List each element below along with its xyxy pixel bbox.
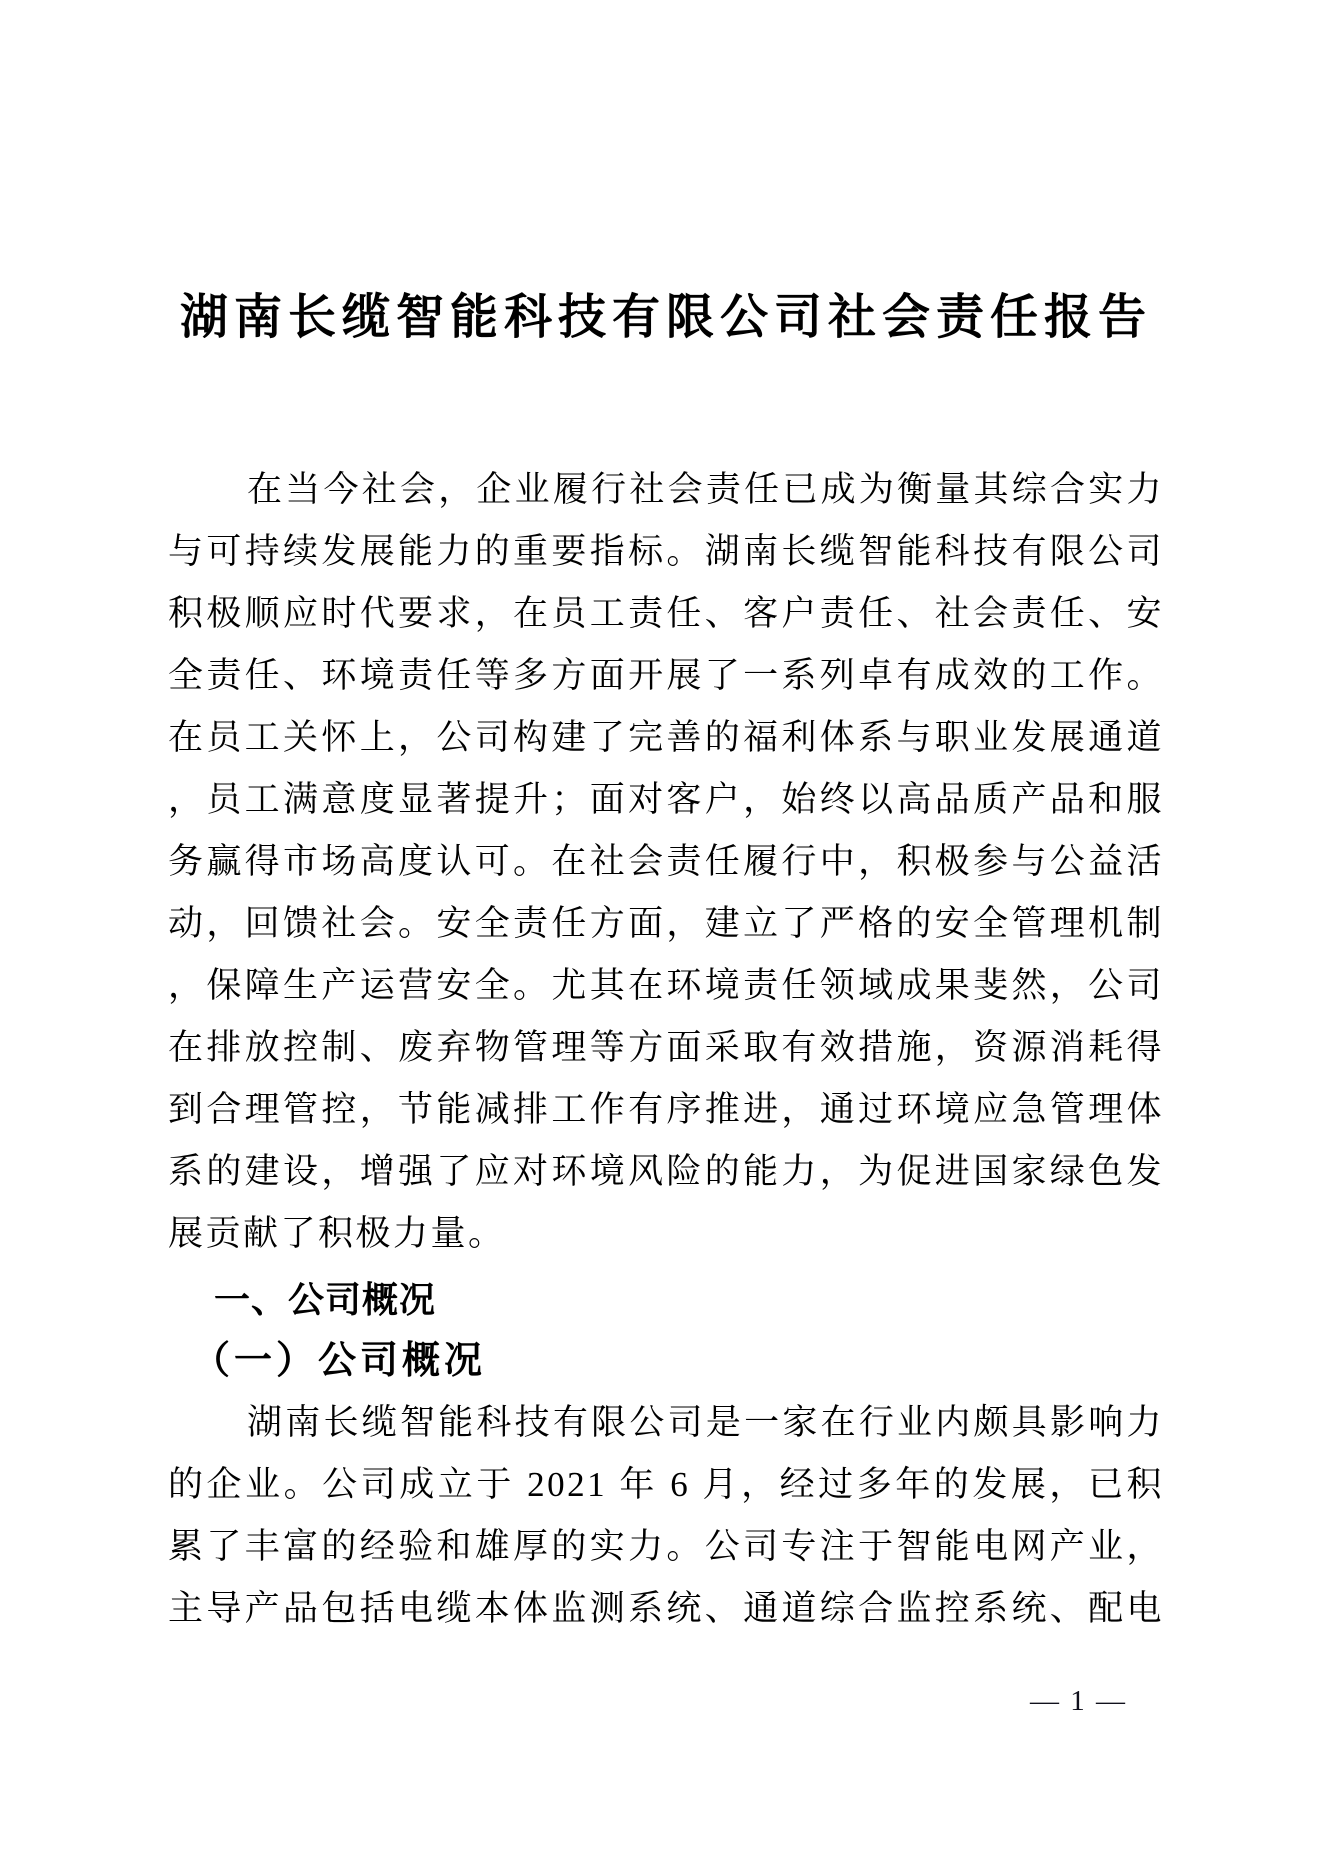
intro-line-8: 动，回馈社会。安全责任方面，建立了严格的安全管理机制	[168, 904, 1164, 943]
page-number: — 1 —	[1030, 1685, 1127, 1717]
overview-line-1: 湖南长缆智能科技有限公司是一家在行业内颇具影响力	[247, 1403, 1164, 1442]
intro-line-5: 在员工关怀上，公司构建了完善的福利体系与职业发展通道	[168, 718, 1164, 757]
intro-line-3: 积极顺应时代要求，在员工责任、客户责任、社会责任、安	[168, 594, 1164, 633]
intro-line-6: ，员工满意度显著提升；面对客户，始终以高品质产品和服	[168, 780, 1164, 819]
overview-line-3: 累了丰富的经验和雄厚的实力。公司专注于智能电网产业，	[168, 1527, 1164, 1566]
section-heading: 一、公司概况	[214, 1280, 437, 1321]
intro-line-7: 务赢得市场高度认可。在社会责任履行中，积极参与公益活	[168, 842, 1164, 881]
intro-line-11: 到合理管控，节能减排工作有序推进，通过环境应急管理体	[168, 1090, 1164, 1129]
subsection-heading: （一）公司概况	[192, 1340, 487, 1382]
intro-line-1: 在当今社会，企业履行社会责任已成为衡量其综合实力	[247, 470, 1164, 509]
intro-line-9: ，保障生产运营安全。尤其在环境责任领域成果斐然，公司	[168, 966, 1164, 1005]
intro-line-13: 展贡献了积极力量。	[168, 1214, 506, 1253]
overview-line-2: 的企业。公司成立于 2021 年 6 月，经过多年的发展，已积	[168, 1465, 1164, 1504]
overview-paragraph	[168, 1392, 1164, 1640]
overview-line-4: 主导产品包括电缆本体监测系统、通道综合监控系统、配电	[168, 1589, 1164, 1628]
intro-line-12: 系的建设，增强了应对环境风险的能力，为促进国家绿色发	[168, 1152, 1164, 1191]
intro-line-2: 与可持续发展能力的重要指标。湖南长缆智能科技有限公司	[168, 532, 1164, 571]
report-title: 湖南长缆智能科技有限公司社会责任报告	[179, 291, 1152, 344]
intro-paragraph	[168, 459, 1164, 1265]
intro-line-4: 全责任、环境责任等多方面开展了一系列卓有成效的工作。	[168, 656, 1164, 695]
intro-line-10: 在排放控制、废弃物管理等方面采取有效措施，资源消耗得	[168, 1028, 1164, 1067]
